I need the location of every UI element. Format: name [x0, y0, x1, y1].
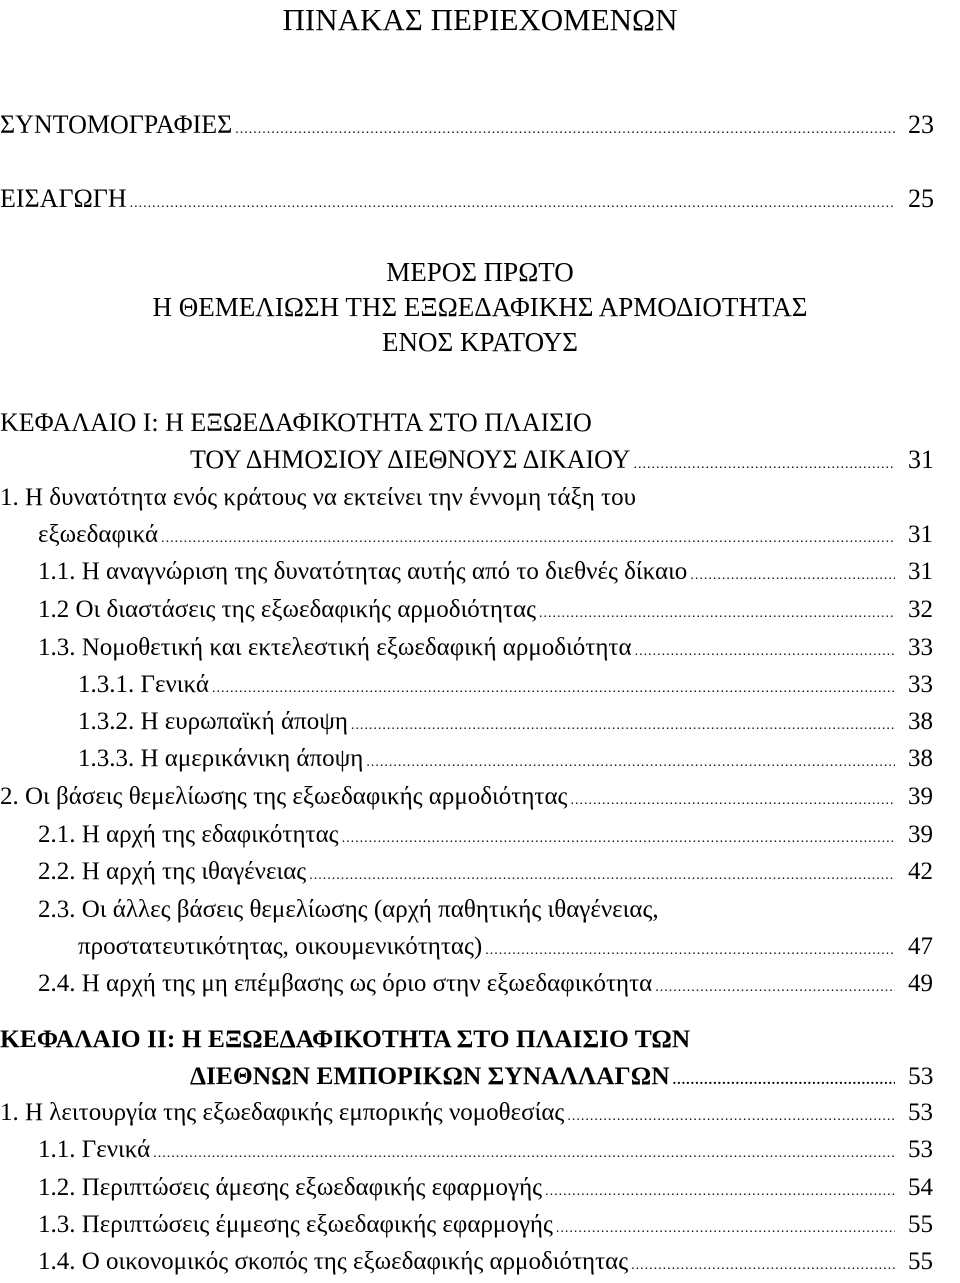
toc-entry-2-3-line1: 2.3. Οι άλλες βάσεις θεμελίωσης (αρχή παθητικής ιθαγένειας,: [38, 896, 659, 923]
toc-entry-label: 2.1. Η αρχή της εδαφικότητας: [38, 821, 339, 848]
toc-entry-label: 1.3. Νομοθετική και εκτελεστική εξωεδαφική αρμοδιότητα: [38, 634, 632, 661]
toc-entry-label: 2. Οι βάσεις θεμελίωσης της εξωεδαφικής αρμοδιότητας: [0, 783, 568, 810]
toc-entry-label: 2.4. Η αρχή της μη επέμβασης ως όριο στην εξωεδαφικότητα: [38, 970, 653, 997]
toc-page-number: 47: [908, 933, 933, 960]
toc-page-number: 54: [908, 1174, 933, 1201]
toc-page-number: 53: [908, 1061, 934, 1090]
toc-entry-label: 1.3.1. Γενικά: [78, 671, 209, 698]
toc-page-number: 23: [908, 110, 934, 139]
leader-dots: [130, 187, 895, 221]
leader-dots: [212, 672, 895, 706]
toc-entry-label: 2.2. Η αρχή της ιθαγένειας: [38, 858, 307, 885]
toc-chapter-2-line1: ΚΕΦΑΛΑΙΟ ΙΙ: Η ΕΞΩΕΔΑΦΙΚΟΤΗΤΑ ΣΤΟ ΠΛΑΙΣΙΟ ΤΩΝ: [0, 1024, 691, 1053]
toc-page-number: 32: [908, 596, 933, 623]
toc-entry-label: 1.2. Περιπτώσεις άμεσης εξωεδαφικής εφαρμογής: [38, 1174, 543, 1201]
leader-dots: [366, 746, 895, 780]
toc-page-number: 53: [908, 1136, 933, 1163]
toc-page-number: 49: [908, 970, 933, 997]
toc-entry-label: ΔΙΕΘΝΩΝ ΕΜΠΟΡΙΚΩΝ ΣΥΝΑΛΛΑΓΩΝ: [190, 1061, 670, 1090]
toc-page-number: 25: [908, 184, 934, 213]
leader-dots: [690, 559, 895, 593]
toc-entry-label: 1.3.2. Η ευρωπαϊκή άποψη: [78, 708, 348, 735]
toc-chapter-1-line1: ΚΕΦΑΛΑΙΟ Ι: Η ΕΞΩΕΔΑΦΙΚΟΤΗΤΑ ΣΤΟ ΠΛΑΙΣΙΟ: [0, 408, 592, 437]
leader-dots: [570, 784, 895, 818]
toc-entry-label: 1. Η λειτουργία της εξωεδαφικής εμπορικής νομοθεσίας: [0, 1099, 565, 1126]
leader-dots: [153, 1137, 895, 1171]
leader-dots: [633, 448, 895, 482]
leader-dots: [485, 934, 895, 968]
toc-entry-label: ΕΙΣΑΓΩΓΗ: [0, 184, 127, 213]
toc-entry-label: 1.3.3. Η αμερικάνικη άποψη: [78, 745, 364, 772]
toc-page-number: 33: [908, 634, 933, 661]
leader-dots: [161, 522, 895, 556]
toc-page-number: 55: [908, 1211, 933, 1238]
leader-dots: [631, 1249, 895, 1283]
part-heading-line: ΜΕΡΟΣ ΠΡΩΤΟ: [386, 257, 574, 287]
leader-dots: [309, 859, 895, 893]
toc-entry-1-line1: 1. Η δυνατότητα ενός κράτους να εκτείνει την έννομη τάξη του: [0, 484, 636, 511]
toc-entry-label: 1.4. Ο οικονομικός σκοπός της εξωεδαφικής αρμοδιότητας: [38, 1248, 629, 1275]
part-heading-line: Η ΘΕΜΕΛΙΩΣΗ ΤΗΣ ΕΞΩΕΔΑΦΙΚΗΣ ΑΡΜΟΔΙΟΤΗΤΑΣ: [152, 292, 808, 322]
part-heading-line: ΕΝΟΣ ΚΡΑΤΟΥΣ: [382, 327, 578, 357]
leader-dots: [673, 1064, 895, 1098]
leader-dots: [556, 1212, 895, 1246]
toc-entry-label: 1.1. Η αναγνώριση της δυνατότητας αυτής από το διεθνές δίκαιο: [38, 558, 688, 585]
toc-page-number: 39: [908, 821, 933, 848]
toc-page-number: 31: [908, 445, 934, 474]
toc-page-number: 39: [908, 783, 933, 810]
leader-dots: [539, 597, 895, 631]
toc-entry-label: προστατευτικότητας, οικουμενικότητας): [78, 933, 483, 960]
toc-entry-label: 1.1. Γενικά: [38, 1136, 151, 1163]
toc-page-number: 31: [908, 558, 933, 585]
toc-page-number: 42: [908, 858, 933, 885]
toc-page-number: 31: [908, 521, 933, 548]
toc-page-number: 33: [908, 671, 933, 698]
leader-dots: [342, 822, 895, 856]
toc-entry-label: 1.3. Περιπτώσεις έμμεσης εξωεδαφικής εφαρμογής: [38, 1211, 553, 1238]
toc-entry-label: εξωεδαφικά: [38, 521, 159, 548]
part-heading: [0, 255, 960, 360]
toc-page-number: 53: [908, 1099, 933, 1126]
leader-dots: [235, 113, 895, 147]
leader-dots: [635, 635, 895, 669]
toc-page-number: 55: [908, 1248, 933, 1275]
leader-dots: [567, 1100, 895, 1134]
page-title: ΠΙΝΑΚΑΣ ΠΕΡΙΕΧΟΜΕΝΩΝ: [282, 2, 678, 37]
toc-page-number: 38: [908, 708, 933, 735]
leader-dots: [545, 1175, 895, 1209]
toc-entry-label: ΣΥΝΤΟΜΟΓΡΑΦΙΕΣ: [0, 110, 233, 139]
toc-page-number: 38: [908, 745, 933, 772]
toc-entry-label: ΤΟΥ ΔΗΜΟΣΙΟΥ ΔΙΕΘΝΟΥΣ ΔΙΚΑΙΟΥ: [190, 445, 631, 474]
leader-dots: [655, 971, 895, 1005]
toc-entry-label: 1.2 Οι διαστάσεις της εξωεδαφικής αρμοδιότητας: [38, 596, 536, 623]
leader-dots: [351, 709, 895, 743]
